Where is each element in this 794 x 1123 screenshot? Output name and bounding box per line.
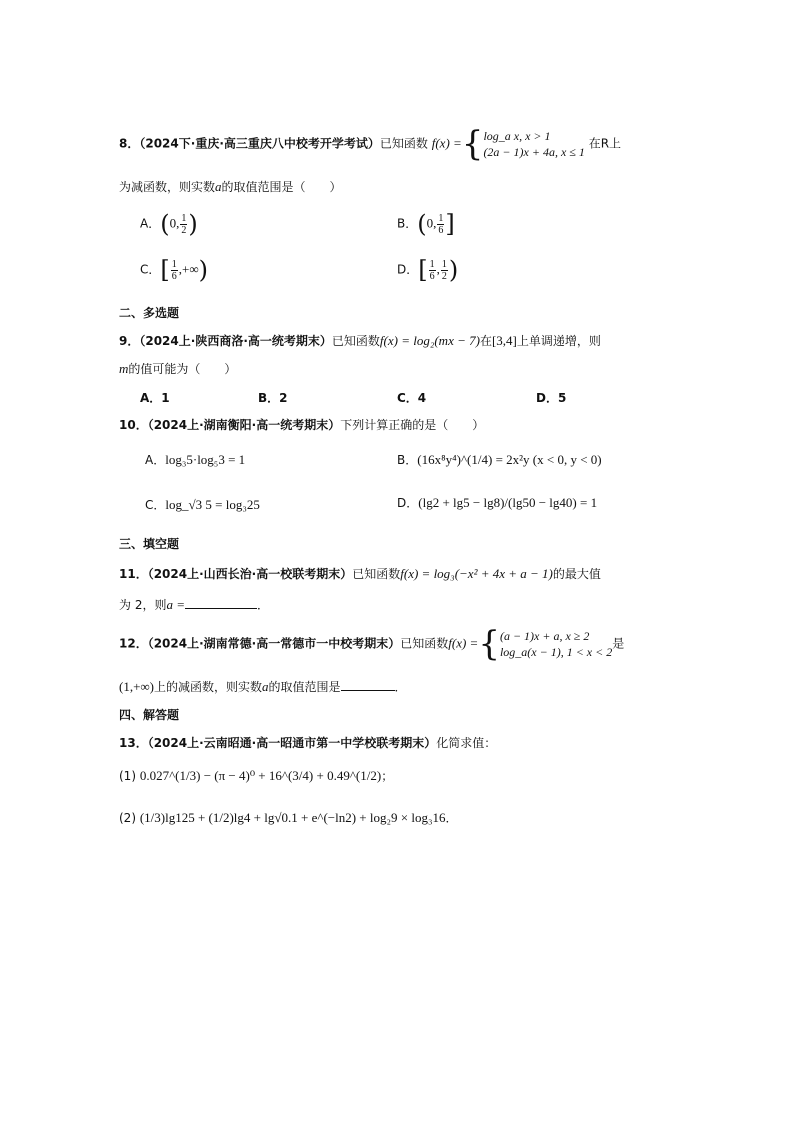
- q13-stem: 化简求值：: [436, 736, 497, 750]
- q8-option-b-label: B．: [397, 216, 418, 231]
- q12-var: a: [262, 679, 269, 694]
- q10-option-a-text: log₃5·log₅3 = 1: [165, 452, 246, 467]
- q11-stem-a: 已知函数: [352, 567, 401, 581]
- q9-line2: [119, 360, 236, 377]
- q9-option-c[interactable]: C．4: [397, 391, 427, 405]
- q9-stem-b: 在: [479, 334, 492, 348]
- q12-line1: [119, 624, 625, 664]
- q13-line1: [119, 734, 496, 751]
- q8-stem-a: 已知函数: [379, 136, 428, 151]
- q9-option-b[interactable]: B．2: [258, 391, 288, 405]
- q13-part1: [119, 767, 393, 784]
- q12-case2: log_a(x − 1), 1 < x < 2: [499, 645, 613, 659]
- q10-source: （2024上·湖南衡阳·高一统考期末）: [147, 418, 341, 432]
- section-solutions: 四、解答题: [119, 708, 180, 722]
- q8-option-d-label: D．: [397, 262, 419, 277]
- q11-var: a =: [166, 597, 185, 612]
- q10-option-b[interactable]: [397, 451, 602, 468]
- q13-part2: [119, 809, 458, 826]
- q9-line1: [119, 332, 601, 349]
- q10-option-c-label: C．: [145, 498, 166, 512]
- q10-number: 10．: [119, 418, 148, 432]
- q12-source: （2024上·湖南常德·高一常德市一中校考期末）: [147, 636, 401, 651]
- q12-piecewise: [500, 628, 612, 660]
- q9-interval: [3,4]: [491, 333, 517, 348]
- q13-source: （2024上·云南昭通·高一昭通市第一中学校联考期末）: [147, 736, 437, 750]
- q8-line1: [119, 124, 622, 164]
- q11-line2: [119, 596, 269, 613]
- q8-stem-c: 为减函数，则实数: [119, 180, 216, 194]
- q8-option-a-label: A．: [140, 216, 161, 231]
- section-multi-choice: 二、多选题: [119, 306, 180, 320]
- q8-number: 8．: [119, 136, 140, 151]
- q11-source: （2024上·山西长治·高一校联考期末）: [147, 567, 353, 581]
- q11-stem-b: 的最大值: [552, 567, 601, 581]
- q9-fx: f(x) = log₂(mx − 7): [379, 333, 480, 348]
- q8-brace: {: [461, 124, 484, 164]
- q10-option-d-text: (lg2 + lg5 − lg8)/(lg50 − lg40) = 1: [418, 495, 598, 510]
- q10-option-d-label: D．: [397, 496, 419, 510]
- q10-option-a-label: A．: [145, 453, 166, 467]
- section-fill-in: 三、填空题: [119, 537, 180, 551]
- q13-part2-label: (2): [119, 811, 136, 825]
- q12-end: ．: [394, 680, 407, 694]
- q12-stem-a: 已知函数: [400, 636, 449, 651]
- q9-source: （2024上·陕西商洛·高一统考期末）: [139, 334, 332, 348]
- q9-option-d[interactable]: D．5: [536, 391, 567, 405]
- q12-interval: (1,+∞): [119, 679, 155, 694]
- q8-option-c[interactable]: C．[ $\frac{1}{6}$ ,+∞): [140, 256, 208, 284]
- q8-option-d[interactable]: D．[ $\frac{1}{6}$ , $\frac{1}{2}$ ): [397, 256, 459, 284]
- q10-option-b-text: (16x⁸y⁴)^(1/4) = 2x²y (x < 0, y < 0): [417, 452, 602, 467]
- q11-line1: [119, 565, 601, 582]
- q8-option-a[interactable]: A．(0, $\frac{1}{2}$ ): [140, 210, 198, 238]
- q12-number: 12．: [119, 636, 148, 651]
- q13-part2-end: ．: [445, 811, 458, 825]
- q8-case1: log_a x, x > 1: [483, 129, 551, 143]
- q8-option-b[interactable]: B．(0, $\frac{1}{6}$ ]: [397, 210, 455, 238]
- q12-stem-d: 的取值范围是: [268, 680, 341, 694]
- q9-option-a[interactable]: A．1: [140, 391, 170, 405]
- q12-fx: f(x) =: [448, 635, 479, 651]
- q10-option-a[interactable]: [145, 451, 245, 468]
- q12-stem-b: 是: [612, 636, 625, 651]
- q13-part2-expr: (1/3)lg125 + (1/2)lg4 + lg√0.1 + e^(−ln2) + log₂9 × log₃16: [139, 810, 446, 825]
- q13-part1-label: (1): [119, 769, 136, 783]
- q8-case2: (2a − 1)x + 4a, x ≤ 1: [483, 145, 585, 159]
- q8-piecewise: [483, 128, 584, 160]
- q9-number: 9．: [119, 334, 140, 348]
- q11-answer-blank[interactable]: [185, 596, 257, 609]
- q8-option-c-label: C．: [140, 262, 161, 277]
- q13-number: 13．: [119, 736, 148, 750]
- q10-option-c[interactable]: [145, 496, 260, 513]
- q8-line2: [119, 178, 342, 195]
- q13-part1-end: ；: [381, 769, 394, 783]
- q9-stem-a: 已知函数: [331, 334, 380, 348]
- q11-stem-c: 为 2，则: [119, 598, 167, 612]
- q9-stem-c: 上单调递增，则: [516, 334, 601, 348]
- q10-line1: [119, 416, 484, 433]
- q9-stem-d: 的值可能为（ ）: [128, 362, 237, 376]
- q12-brace: {: [478, 624, 500, 664]
- q8-var: a: [215, 179, 222, 194]
- q10-option-c-text: log_√3 5 = log₃25: [165, 497, 260, 512]
- q11-end: ．: [256, 598, 269, 612]
- q9-var: m: [119, 361, 129, 376]
- q12-case1: (a − 1)x + a, x ≥ 2: [499, 629, 590, 643]
- q12-answer-blank[interactable]: [341, 678, 395, 691]
- q11-number: 11．: [119, 567, 148, 581]
- q8-stem-b: 在R上: [588, 136, 622, 151]
- q13-part1-expr: 0.027^(1/3) − (π − 4)⁰ + 16^(3/4) + 0.49^(1/2): [139, 768, 382, 783]
- q10-option-d[interactable]: [397, 494, 597, 511]
- q12-line2: [119, 678, 407, 695]
- q12-stem-c: 上的减函数，则实数: [154, 680, 263, 694]
- q8-source: （2024下·重庆·高三重庆八中校考开学考试）: [139, 136, 380, 151]
- q8-fx: f(x) =: [431, 135, 462, 151]
- q11-fx: f(x) = log₃(−x² + 4x + a − 1): [400, 566, 553, 581]
- q10-option-b-label: B．: [397, 453, 418, 467]
- q8-stem-d: 的取值范围是（ ）: [221, 180, 342, 194]
- q10-stem: 下列计算正确的是（ ）: [340, 418, 485, 432]
